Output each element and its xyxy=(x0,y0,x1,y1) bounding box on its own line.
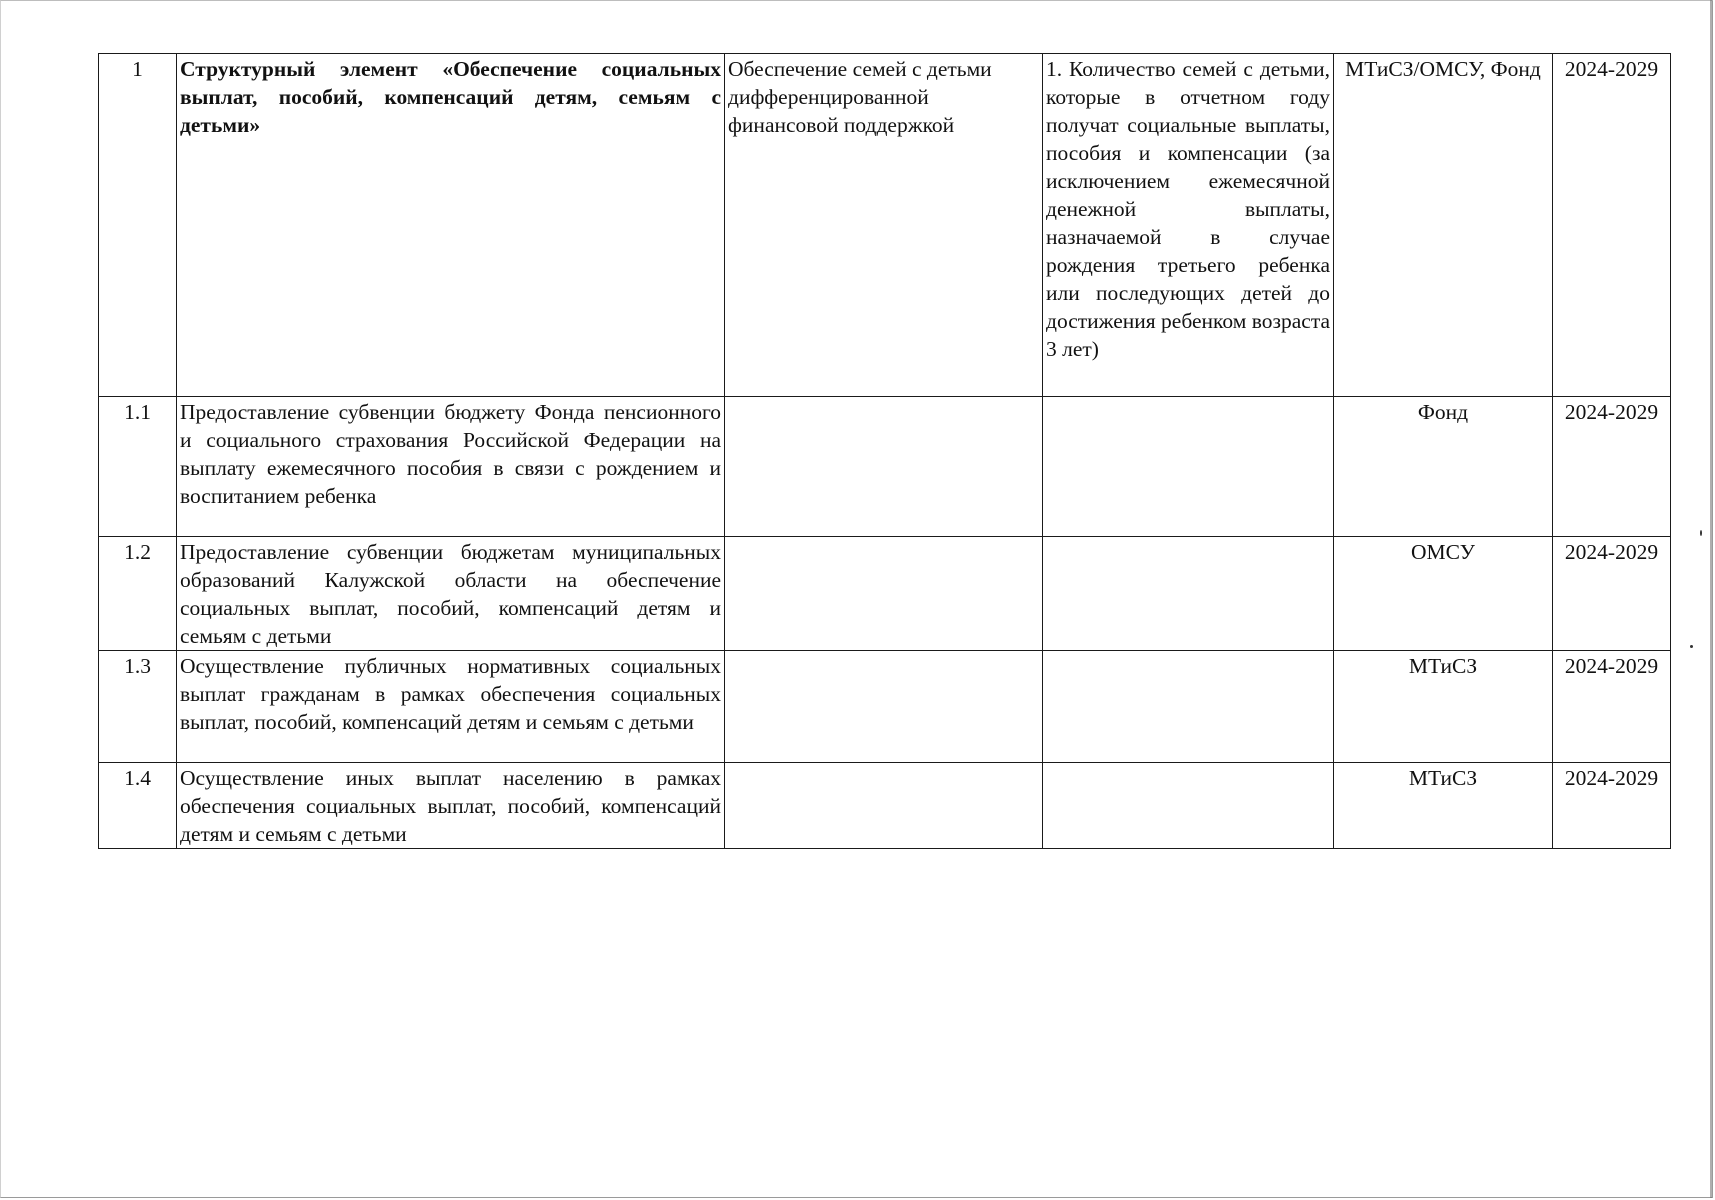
indicator-description xyxy=(1043,651,1334,763)
indicator-description: 1. Количество семей с детьми, которые в отчетном году получат социальные выплаты, пособия и компенсации (за исключением ежемесячной денежной выплаты, назначаемой в случае рождения третьего ребенка или последующих детей до достижения ребенком возраста 3 лет) xyxy=(1043,54,1334,397)
scan-speck xyxy=(1700,530,1702,536)
table-row xyxy=(99,651,1671,763)
table-row xyxy=(99,763,1671,849)
row-number: 1.1 xyxy=(99,397,177,537)
task-description xyxy=(725,397,1043,537)
indicator-description xyxy=(1043,397,1334,537)
scan-speck xyxy=(1690,645,1693,648)
scan-edge-mark xyxy=(1710,0,1712,1198)
implementation-period: 2024-2029 xyxy=(1553,397,1671,537)
row-number: 1.3 xyxy=(99,651,177,763)
implementation-period: 2024-2029 xyxy=(1553,763,1671,849)
measure-name: Предоставление субвенции бюджету Фонда пенсионного и социального страхования Российской Федерации на выплату ежемесячного пособия в связи с рождением и воспитанием ребенка xyxy=(177,397,725,537)
indicator-description xyxy=(1043,763,1334,849)
task-description: Обеспечение семей с детьми дифференцированной финансовой поддержкой xyxy=(725,54,1043,397)
table-row xyxy=(99,537,1671,651)
executor: МТиСЗ xyxy=(1334,651,1553,763)
row-number: 1 xyxy=(99,54,177,397)
executor: МТиСЗ/ОМСУ, Фонд xyxy=(1334,54,1553,397)
task-description xyxy=(725,651,1043,763)
executor: МТиСЗ xyxy=(1334,763,1553,849)
measures-table xyxy=(98,53,1671,849)
measure-name: Осуществление иных выплат населению в рамках обеспечения социальных выплат, пособий, компенсаций детям и семьям с детьми xyxy=(177,763,725,849)
indicator-description xyxy=(1043,537,1334,651)
executor: ОМСУ xyxy=(1334,537,1553,651)
structural-element-name: Структурный элемент «Обеспечение социальных выплат, пособий, компенсаций детям, семьям с детьми» xyxy=(177,54,725,397)
task-description xyxy=(725,537,1043,651)
row-number: 1.4 xyxy=(99,763,177,849)
implementation-period: 2024-2029 xyxy=(1553,537,1671,651)
task-description xyxy=(725,763,1043,849)
table-row xyxy=(99,397,1671,537)
implementation-period: 2024-2029 xyxy=(1553,54,1671,397)
table-row xyxy=(99,54,1671,397)
row-number: 1.2 xyxy=(99,537,177,651)
measure-name: Осуществление публичных нормативных социальных выплат гражданам в рамках обеспечения социальных выплат, пособий, компенсаций детям и семьям с детьми xyxy=(177,651,725,763)
executor: Фонд xyxy=(1334,397,1553,537)
measure-name: Предоставление субвенции бюджетам муниципальных образований Калужской области на обеспечение социальных выплат, пособий, компенсаций детям и семьям с детьми xyxy=(177,537,725,651)
implementation-period: 2024-2029 xyxy=(1553,651,1671,763)
